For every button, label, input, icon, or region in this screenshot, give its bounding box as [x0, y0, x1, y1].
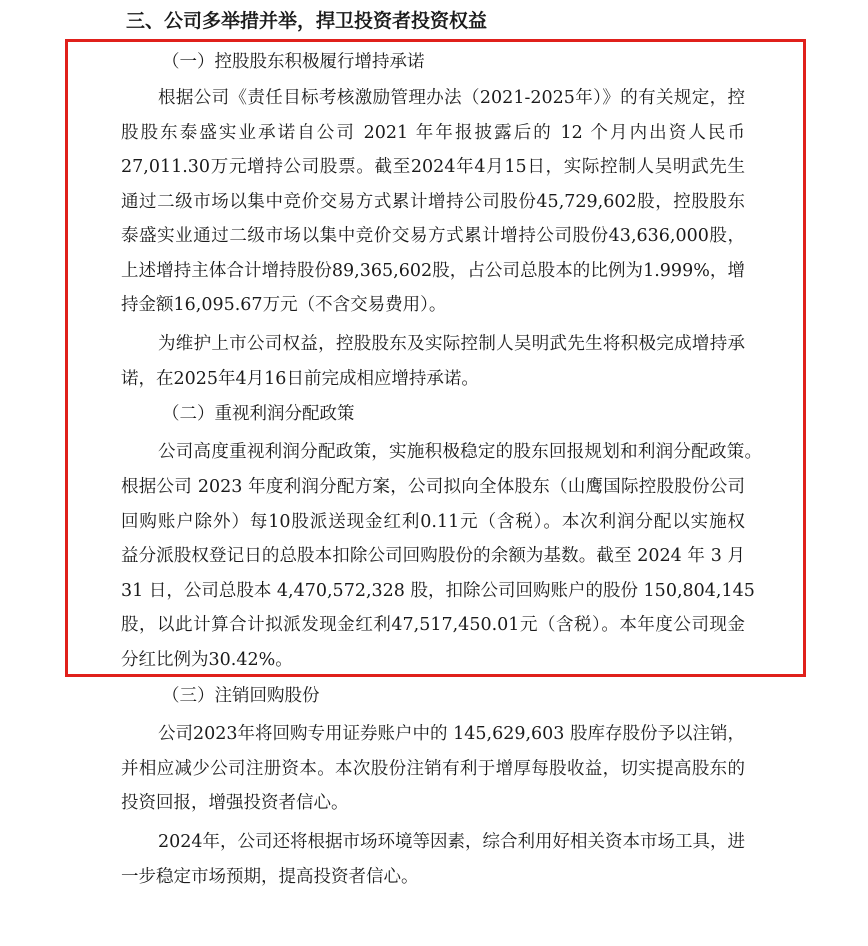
paragraph-line: 31 日，公司总股本 4,470,572,328 股，扣除公司回购账户的股份 150,804,145 [121, 581, 755, 601]
subsection-title-2: （二）重视利润分配政策 [162, 404, 355, 424]
paragraph-line: 益分派股权登记日的总股本扣除公司回购股份的余额为基数。截至 2024 年 3 月 [121, 546, 745, 566]
paragraph-line: 泰盛实业通过二级市场以集中竞价交易方式累计增持公司股份43,636,000股， [121, 226, 745, 246]
paragraph-line: 股股东泰盛实业承诺自公司 2021 年年报披露后的 12 个月内出资人民币 [121, 123, 745, 143]
paragraph-line: 股，以此计算合计拟派发现金红利47,517,450.01元（含税）。本年度公司现金 [121, 615, 745, 635]
paragraph-line: 分红比例为30.42%。 [121, 650, 293, 670]
paragraph-line: 公司高度重视利润分配政策，实施积极稳定的股东回报规划和利润分配政策。 [158, 442, 762, 462]
paragraph-line: 2024年，公司还将根据市场环境等因素，综合利用好相关资本市场工具，进 [158, 832, 746, 852]
paragraph-line: 回购账户除外）每10股派送现金红利0.11元（含税）。本次利润分配以实施权 [121, 512, 745, 532]
paragraph-line: 公司2023年将回购专用证券账户中的 145,629,603 股库存股份予以注销， [158, 724, 745, 744]
paragraph-line: 根据公司《责任目标考核激励管理办法（2021-2025年）》的有关规定，控 [158, 88, 745, 108]
paragraph-line: 一步稳定市场预期，提高投资者信心。 [121, 867, 419, 887]
paragraph-line: 为维护上市公司权益，控股股东及实际控制人吴明武先生将积极完成增持承 [158, 334, 745, 354]
paragraph-line: 诺，在2025年4月16日前完成相应增持承诺。 [121, 369, 479, 389]
paragraph-line: 27,011.30万元增持公司股票。截至2024年4月15日，实际控制人吴明武先生 [121, 157, 745, 177]
paragraph-line: 投资回报，增强投资者信心。 [121, 793, 349, 813]
paragraph-line: 上述增持主体合计增持股份89,365,602股，占公司总股本的比例为1.999%，增 [121, 261, 745, 281]
section-heading: 三、公司多举措并举，捍卫投资者投资权益 [126, 10, 488, 32]
paragraph-line: 根据公司 2023 年度利润分配方案，公司拟向全体股东（山鹰国际控股股份公司 [121, 477, 745, 497]
subsection-title-3: （三）注销回购股份 [162, 686, 320, 706]
paragraph-line: 并相应减少公司注册资本。本次股份注销有利于增厚每股收益，切实提高股东的 [121, 759, 745, 779]
subsection-title-1: （一）控股股东积极履行增持承诺 [162, 52, 425, 72]
paragraph-line: 持金额16,095.67万元（不含交易费用）。 [121, 295, 447, 315]
paragraph-line: 通过二级市场以集中竞价交易方式累计增持公司股份45,729,602股，控股股东 [121, 192, 745, 212]
